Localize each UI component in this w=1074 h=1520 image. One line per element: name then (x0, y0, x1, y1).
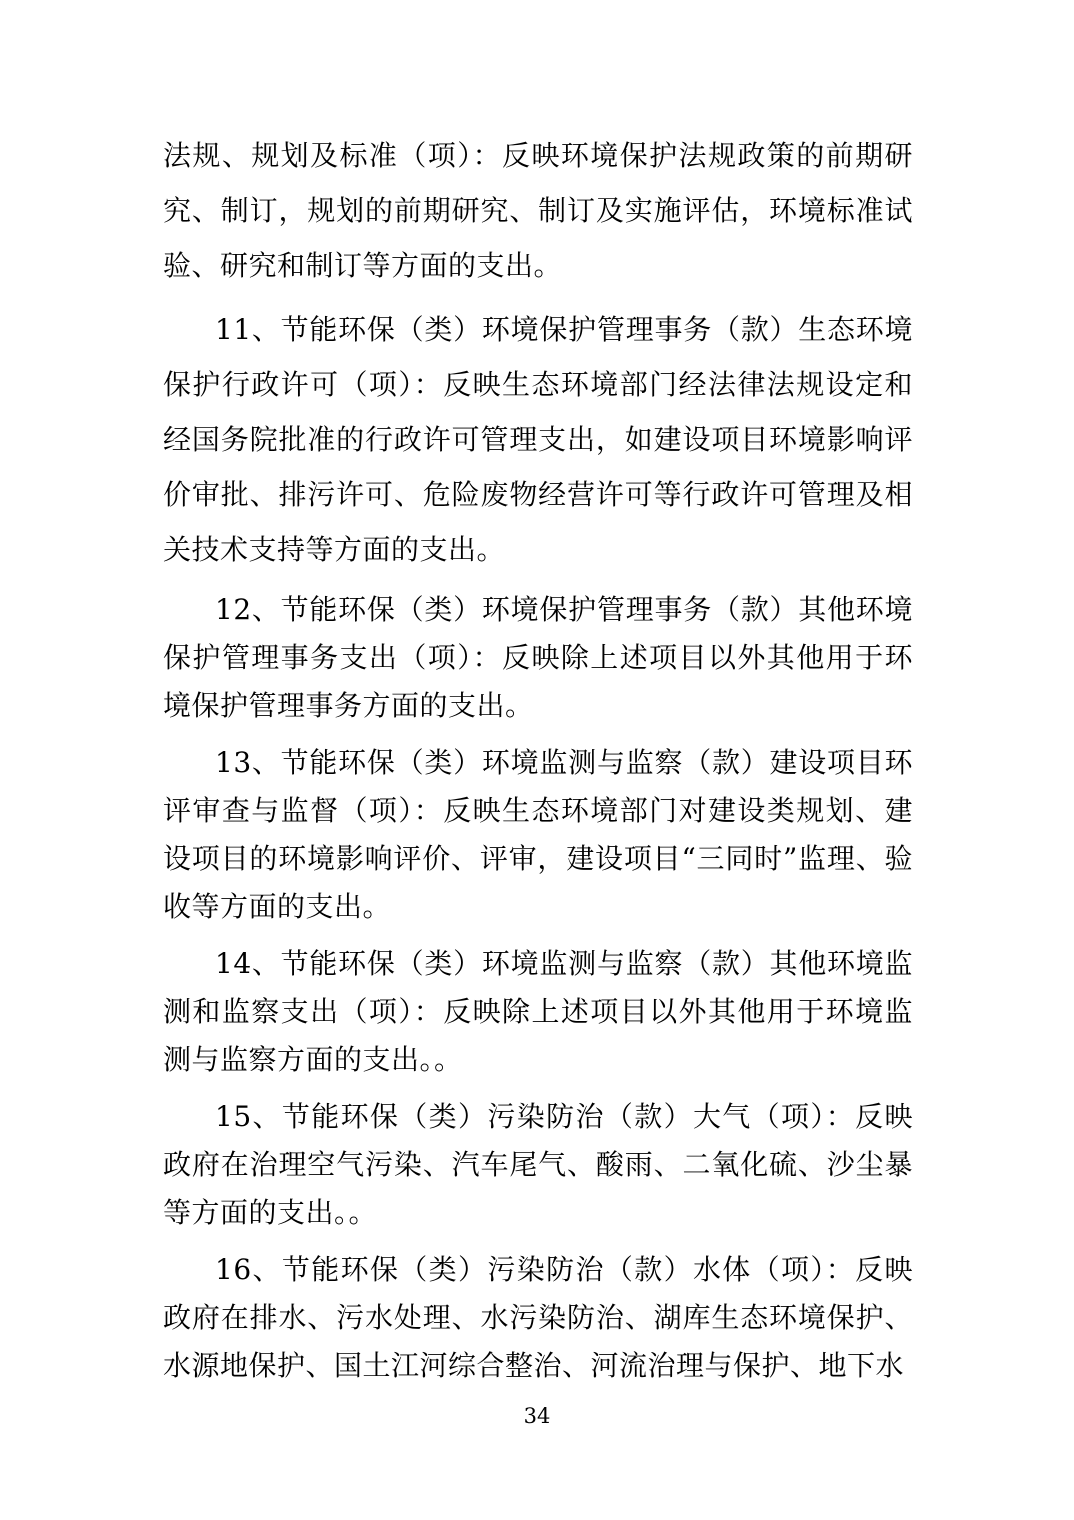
paragraph-item-11: 11、节能环保（类）环境保护管理事务（款）生态环境保护行政许可（项）：反映生态环境部门经法律法规设定和经国务院批准的行政许可管理支出，如建设项目环境影响评价审批、排污许可、危险废物经营许可等行政许可管理及相关技术支持等方面的支出。 (163, 313, 913, 566)
document-text-block (163, 128, 913, 1390)
paragraph-item-12: 12、节能环保（类）环境保护管理事务（款）其他环境保护管理事务支出（项）：反映除上述项目以外其他用于环境保护管理事务方面的支出。 (163, 593, 913, 722)
paragraph-item-13: 13、节能环保（类）环境监测与监察（款）建设项目环评审查与监督（项）：反映生态环境部门对建设类规划、建设项目的环境影响评价、评审，建设项目“三同时”监理、验收等方面的支出。 (163, 746, 913, 923)
paragraph-item-16: 16、节能环保（类）污染防治（款）水体（项）：反映政府在排水、污水处理、水污染防治、湖库生态环境保护、水源地保护、国土江河综合整治、河流治理与保护、地下水 (163, 1253, 913, 1382)
paragraph-item-14: 14、节能环保（类）环境监测与监察（款）其他环境监测和监察支出（项）：反映除上述项目以外其他用于环境监测与监察方面的支出。。 (163, 947, 913, 1076)
paragraph-continuation: 法规、规划及标准（项）：反映环境保护法规政策的前期研究、制订，规划的前期研究、制订及实施评估，环境标准试验、研究和制订等方面的支出。 (163, 139, 913, 282)
page-number: 34 (523, 1404, 551, 1428)
paragraph-item-15: 15、节能环保（类）污染防治（款）大气（项）：反映政府在治理空气污染、汽车尾气、酸雨、二氧化硫、沙尘暴等方面的支出。。 (163, 1100, 913, 1229)
